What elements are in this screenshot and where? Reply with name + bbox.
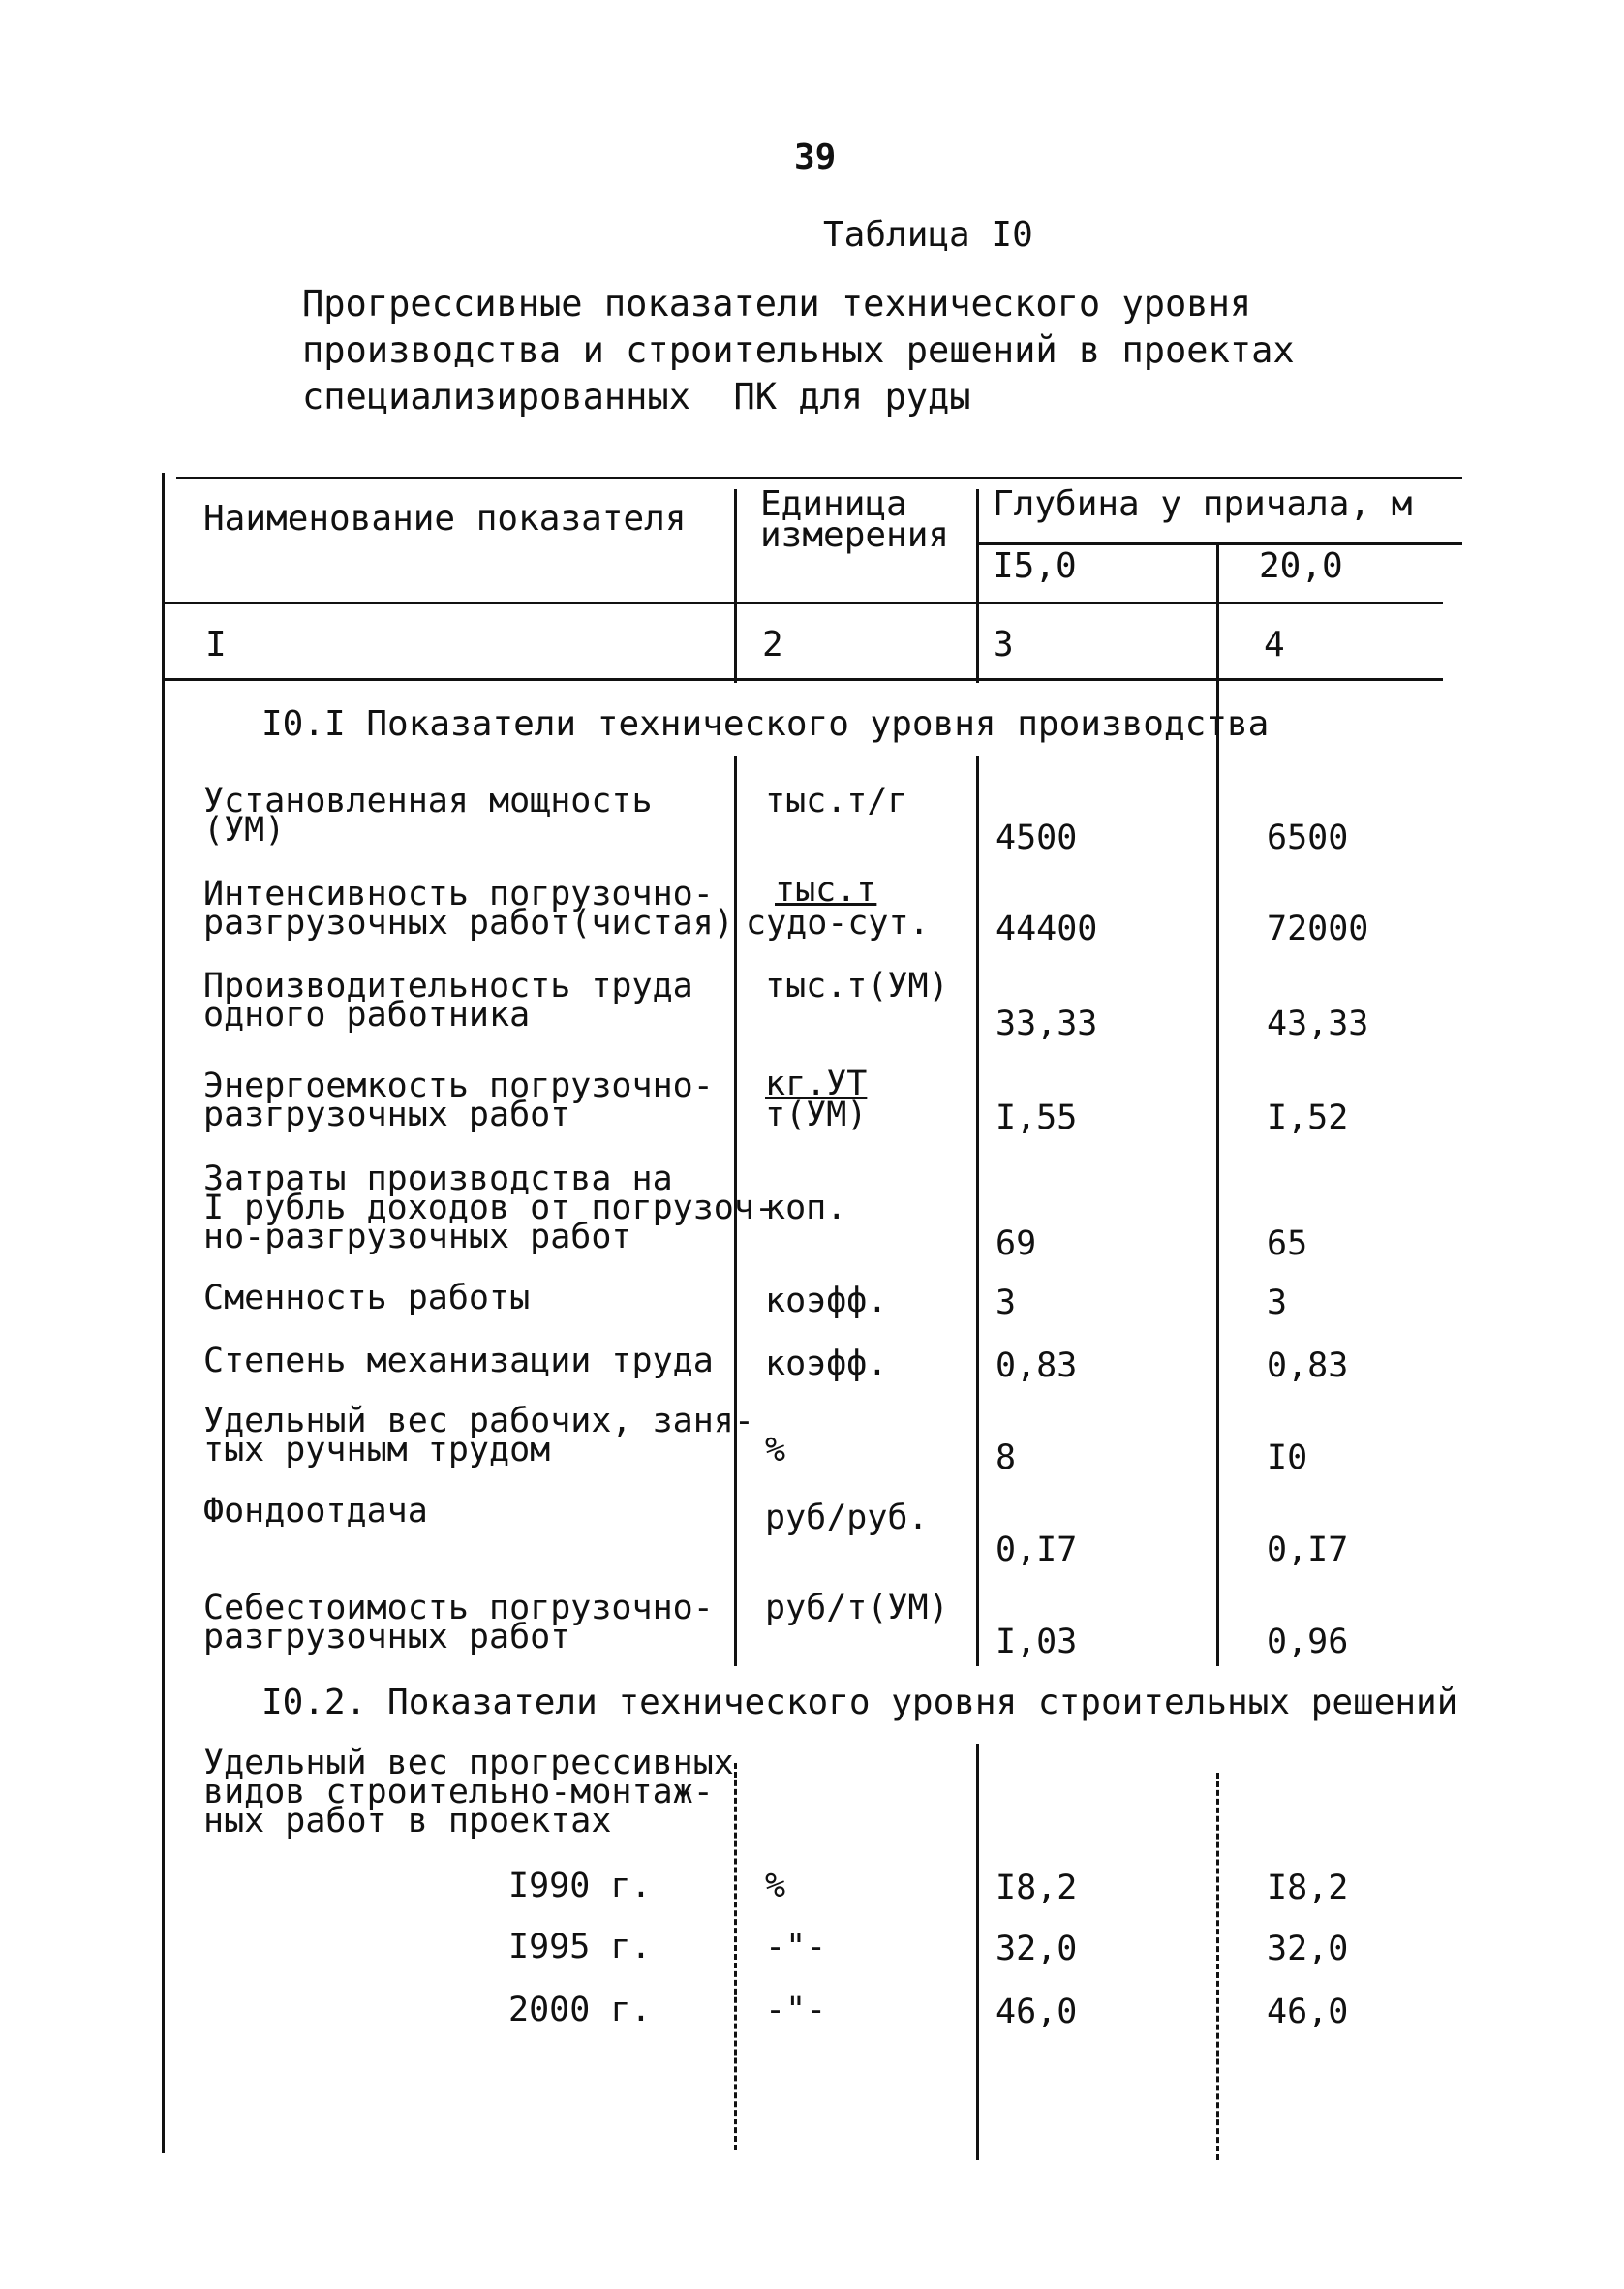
col-number-2: 2: [762, 625, 783, 665]
col-number-1: I: [205, 625, 227, 665]
header-col-depth: Глубина у причала, м: [993, 484, 1413, 524]
row-name-line: (УМ): [203, 811, 286, 850]
row-value-depth-20: I0: [1267, 1438, 1308, 1477]
row-value-depth-20: 6500: [1267, 819, 1349, 857]
depth-subheader-rule: [978, 542, 1462, 545]
row-value-depth-15: 3: [996, 1284, 1017, 1322]
row-name-line: Энергоемкость погрузочно-: [203, 1067, 714, 1105]
year-value-depth-15: 46,0: [996, 1993, 1078, 2031]
year-unit: -"-: [765, 1991, 827, 2029]
row-name-line: разгрузочных работ: [203, 1618, 571, 1656]
row-value-depth-15: 44400: [996, 910, 1098, 948]
row-value-depth-15: I,03: [996, 1623, 1078, 1661]
col-divider-depth: [976, 489, 979, 683]
row-value-depth-15: 8: [996, 1438, 1017, 1477]
year-value-depth-15: 32,0: [996, 1930, 1078, 1968]
row-name-line: Установленная мощность: [203, 782, 653, 820]
page-number: 39: [794, 138, 837, 177]
col-divider-depth-values: [1216, 545, 1219, 681]
year-unit: -"-: [765, 1928, 827, 1966]
row-value-depth-15: 0,83: [996, 1346, 1078, 1385]
table-title-line-3: специализированных ПК для руды: [302, 376, 971, 418]
row-name-line: Фондоотдача: [203, 1492, 428, 1531]
row-value-depth-20: 0,83: [1267, 1346, 1349, 1385]
year-unit: %: [765, 1867, 786, 1905]
row-unit-denominator: судо-сут.: [746, 904, 930, 943]
body-divider-v1: [976, 756, 979, 1666]
row-value-depth-20: 0,I7: [1267, 1531, 1349, 1569]
row-name-line: Затраты производства на: [203, 1160, 673, 1198]
year-label: I990 г.: [508, 1867, 652, 1905]
row-value-depth-20: 0,96: [1267, 1623, 1349, 1661]
row-unit: %: [765, 1431, 786, 1469]
row-unit: коэфф.: [765, 1282, 888, 1320]
row-unit: коп.: [765, 1189, 847, 1227]
section-2-row-name-line: видов строительно-монтаж-: [203, 1773, 714, 1811]
section-2-row-name-line: ных работ в проектах: [203, 1802, 612, 1840]
row-name-line: Степень механизации труда: [203, 1342, 714, 1380]
row-unit: руб/т(УМ): [765, 1589, 949, 1627]
row-value-depth-15: 4500: [996, 819, 1078, 857]
row-unit: руб/руб.: [765, 1499, 929, 1537]
row-value-depth-15: I,55: [996, 1098, 1078, 1137]
row-value-depth-15: 69: [996, 1224, 1037, 1263]
row-value-depth-20: 65: [1267, 1224, 1308, 1263]
row-name-line: но-разгрузочных работ: [203, 1218, 632, 1256]
row-unit-denominator: т(УМ): [765, 1096, 868, 1134]
section-2-row-name-line: Удельный вес прогрессивных: [203, 1744, 734, 1782]
col-number-bottom-rule: [165, 678, 1443, 681]
table-title-line-1: Прогрессивные показатели технического уровня: [302, 283, 1252, 325]
header-col-name: Наименование показателя: [203, 499, 687, 539]
row-value-depth-20: I,52: [1267, 1098, 1349, 1137]
section2-divider-v2: [1216, 1773, 1219, 2160]
col-number-4: 4: [1264, 625, 1285, 665]
header-depth-15: I5,0: [993, 546, 1077, 586]
row-value-depth-15: 33,33: [996, 1005, 1098, 1043]
body-divider-v2: [1216, 678, 1219, 1666]
table-title-line-2: производства и строительных решений в проектах: [302, 329, 1295, 371]
row-unit: коэфф.: [765, 1345, 888, 1383]
row-name-line: I рубль доходов от погрузоч-: [203, 1189, 776, 1227]
row-unit-numerator: кг.УТ: [765, 1065, 868, 1103]
row-name-line: разгрузочных работ(чистая): [203, 904, 734, 943]
section-1-title: I0.I Показатели технического уровня производства: [261, 704, 1270, 744]
row-name-line: Производительность труда: [203, 967, 693, 1005]
header-depth-20: 20,0: [1259, 546, 1343, 586]
year-label: 2000 г.: [508, 1991, 652, 2029]
row-value-depth-15: 0,I7: [996, 1531, 1078, 1569]
row-name-line: одного работника: [203, 996, 531, 1035]
row-name-line: Удельный вес рабочих, заня-: [203, 1402, 754, 1440]
section2-divider-v1: [976, 1744, 979, 2160]
row-unit: тыс.т(УМ): [765, 967, 949, 1005]
header-bottom-rule: [165, 602, 1443, 604]
table-top-rule: [176, 477, 1462, 479]
table-label: Таблица I0: [823, 215, 1033, 255]
table-left-border: [162, 473, 165, 2153]
header-col-unit-line-2: измерения: [760, 515, 950, 555]
col-number-3: 3: [993, 625, 1014, 665]
year-label: I995 г.: [508, 1928, 652, 1966]
year-value-depth-20: 32,0: [1267, 1930, 1349, 1968]
col-divider-unit: [734, 489, 737, 683]
row-value-depth-20: 43,33: [1267, 1005, 1369, 1043]
header-col-unit-line-1: Единица: [760, 484, 907, 524]
row-name-line: тых ручным трудом: [203, 1431, 551, 1469]
row-unit: тыс.т/г: [765, 782, 908, 820]
section2-divider-unit: [734, 1763, 737, 2150]
year-value-depth-20: 46,0: [1267, 1993, 1349, 2031]
row-value-depth-20: 3: [1267, 1284, 1288, 1322]
row-name-line: Интенсивность погрузочно-: [203, 875, 714, 913]
section-2-title: I0.2. Показатели технического уровня строительных решений: [261, 1683, 1458, 1722]
row-unit-numerator: тыс.т: [775, 871, 877, 910]
row-name-line: разгрузочных работ: [203, 1096, 571, 1134]
row-name-line: Себестоимость погрузочно-: [203, 1589, 714, 1627]
year-value-depth-15: I8,2: [996, 1869, 1078, 1907]
row-name-line: Сменность работы: [203, 1279, 531, 1317]
year-value-depth-20: I8,2: [1267, 1869, 1349, 1907]
row-value-depth-20: 72000: [1267, 910, 1369, 948]
